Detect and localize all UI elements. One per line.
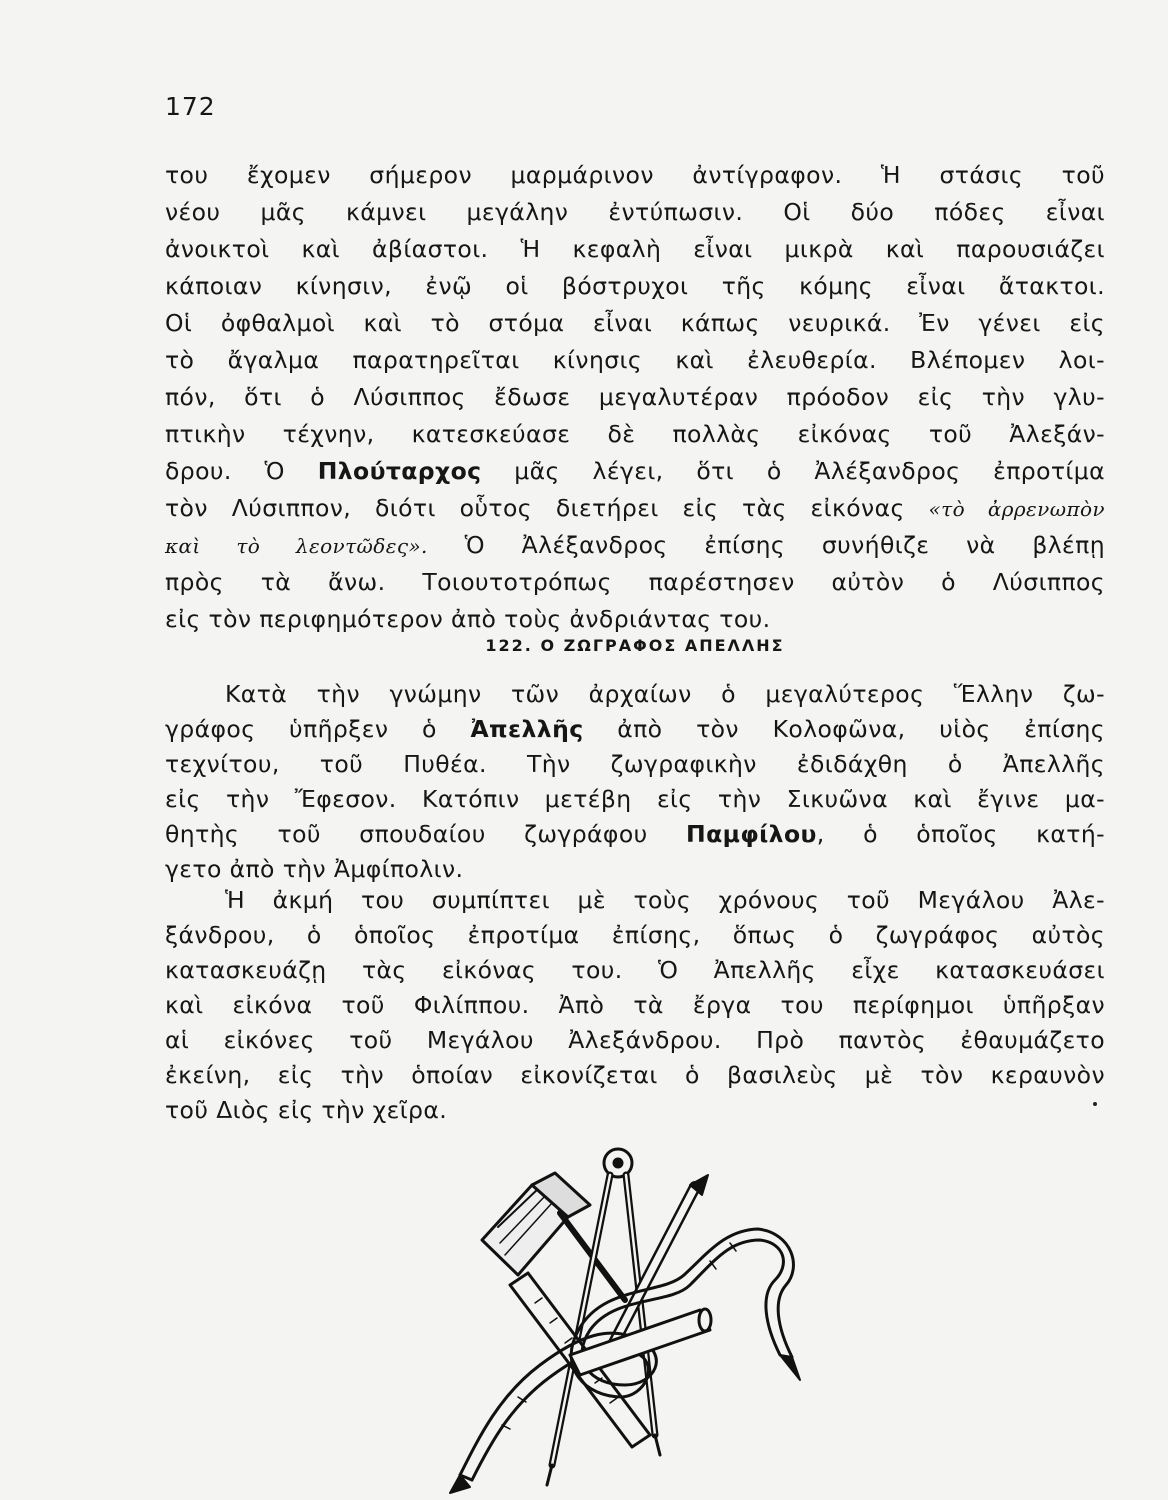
text-line: τεχνίτου, τοῦ Πυθέα. Τὴν ζωγραφικὴν ἐδιδάχθη ὁ Ἀπελλῆς [165, 750, 1105, 778]
text-line: τοῦ Διὸς εἰς τὴν χεῖρα. [165, 1096, 448, 1124]
text-span: θητὴς τοῦ σπουδαίου ζωγράφου [165, 820, 687, 848]
text-line: του ἔχομεν σήμερον μαρμάρινον ἀντίγραφον. Ἡ στάσις τοῦ [165, 161, 1105, 189]
text-span: ἀπὸ τὸν Κολοφῶνα, υἱὸς ἐπίσης [583, 715, 1105, 743]
text-line: εἰς τὸν περιφημότερον ἀπὸ τοὺς ἀνδριάντας του. [165, 605, 771, 633]
text-line: εἰς τὴν Ἔφεσον. Κατόπιν μετέβη εἰς τὴν Σικυῶνα καὶ ἔγινε μα- [165, 785, 1105, 813]
text-line [165, 491, 1105, 525]
text-line: Ἡ ἀκμή του συμπίπτει μὲ τοὺς χρόνους τοῦ Μεγάλου Ἀλε- [225, 886, 1105, 914]
text-span: Ὁ Ἀλέξανδρος ἐπίσης συνήθιζε νὰ βλέπῃ [427, 531, 1105, 559]
name-pamphilus: Παμφίλου [686, 820, 817, 848]
quotation-italic: καὶ τὸ λεοντῶδες». [165, 534, 428, 558]
text-line: πτικὴν τέχνην, κατεσκεύασε δὲ πολλὰς εἰκόνας τοῦ Ἀλεξάν- [165, 420, 1105, 448]
text-line: Κατὰ τὴν γνώμην τῶν ἀρχαίων ὁ μεγαλύτερος Ἕλλην ζω- [225, 680, 1105, 708]
name-plutarch: Πλούταρχος [317, 457, 482, 485]
text-line: ξάνδρου, ὁ ὁποῖος ἐπροτίμα ἐπίσης, ὅπως ὁ ζωγράφος αὐτὸς [165, 921, 1105, 949]
text-line: νέου μᾶς κάμνει μεγάλην ἐντύπωσιν. Οἱ δύο πόδες εἶναι [165, 198, 1105, 226]
text-line: Οἱ ὀφθαλμοὶ καὶ τὸ στόμα εἶναι κάπως νευρικά. Ἐν γένει εἰς [165, 309, 1105, 337]
text-span: , ὁ ὁποῖος κατή- [816, 820, 1105, 848]
text-line: ἀνοικτοὶ καὶ ἀβίαστοι. Ἡ κεφαλὴ εἶναι μικρὰ καὶ παρουσιάζει [165, 235, 1105, 263]
text-line: πρὸς τὰ ἄνω. Τοιουτοτρόπως παρέστησεν αὐτὸν ὁ Λύσιππος [165, 568, 1105, 596]
text-line: τὸ ἄγαλμα παρατηρεῖται κίνησις καὶ ἐλευθερία. Βλέπομεν λοι- [165, 346, 1105, 374]
stray-dot [1093, 1102, 1097, 1106]
text-line [165, 712, 1105, 746]
text-span: μᾶς λέγει, ὅτι ὁ Ἀλέξανδρος ἐπροτίμα [481, 457, 1106, 485]
page-number: 172 [165, 92, 216, 121]
text-line: πόν, ὅτι ὁ Λύσιππος ἔδωσε μεγαλυτέραν πρόοδον εἰς τὴν γλυ- [165, 383, 1105, 411]
text-line: κατασκευάζῃ τὰς εἰκόνας του. Ὁ Ἀπελλῆς εἶχε κατασκευάσει [165, 956, 1105, 984]
text-line: καὶ εἰκόνα τοῦ Φιλίππου. Ἀπὸ τὰ ἔργα του περίφημοι ὑπῆρξαν [165, 991, 1105, 1019]
text-line [165, 528, 1105, 562]
text-line [165, 817, 1105, 851]
artist-tools-emblem-icon [440, 1135, 820, 1495]
text-line: ἐκείνη, εἰς τὴν ὁποίαν εἰκονίζεται ὁ βασιλεὺς μὲ τὸν κεραυνὸν [165, 1061, 1105, 1089]
text-span: τὸν Λύσιππον, διότι οὗτος διετήρει εἰς τὰς εἰκόνας [165, 494, 929, 522]
text-span: δρου. Ὁ [165, 457, 318, 485]
name-apelles: Ἀπελλῆς [470, 715, 584, 743]
text-line [165, 454, 1105, 488]
text-span: γράφος ὑπῆρξεν ὁ [165, 715, 471, 743]
quotation-italic: «τὸ ἀρρενωπὸν [928, 497, 1105, 521]
section-heading: 122. Ο ΖΩΓΡΑΦΟΣ ΑΠΕΛΛΗΣ [485, 636, 785, 655]
text-line: αἱ εἰκόνες τοῦ Μεγάλου Ἀλεξάνδρου. Πρὸ παντὸς ἐθαυμάζετο [165, 1026, 1105, 1054]
text-line: κάποιαν κίνησιν, ἐνῷ οἱ βόστρυχοι τῆς κόμης εἶναι ἄτακτοι. [165, 272, 1105, 300]
text-line: γετο ἀπὸ τὴν Ἀμφίπολιν. [165, 855, 464, 883]
